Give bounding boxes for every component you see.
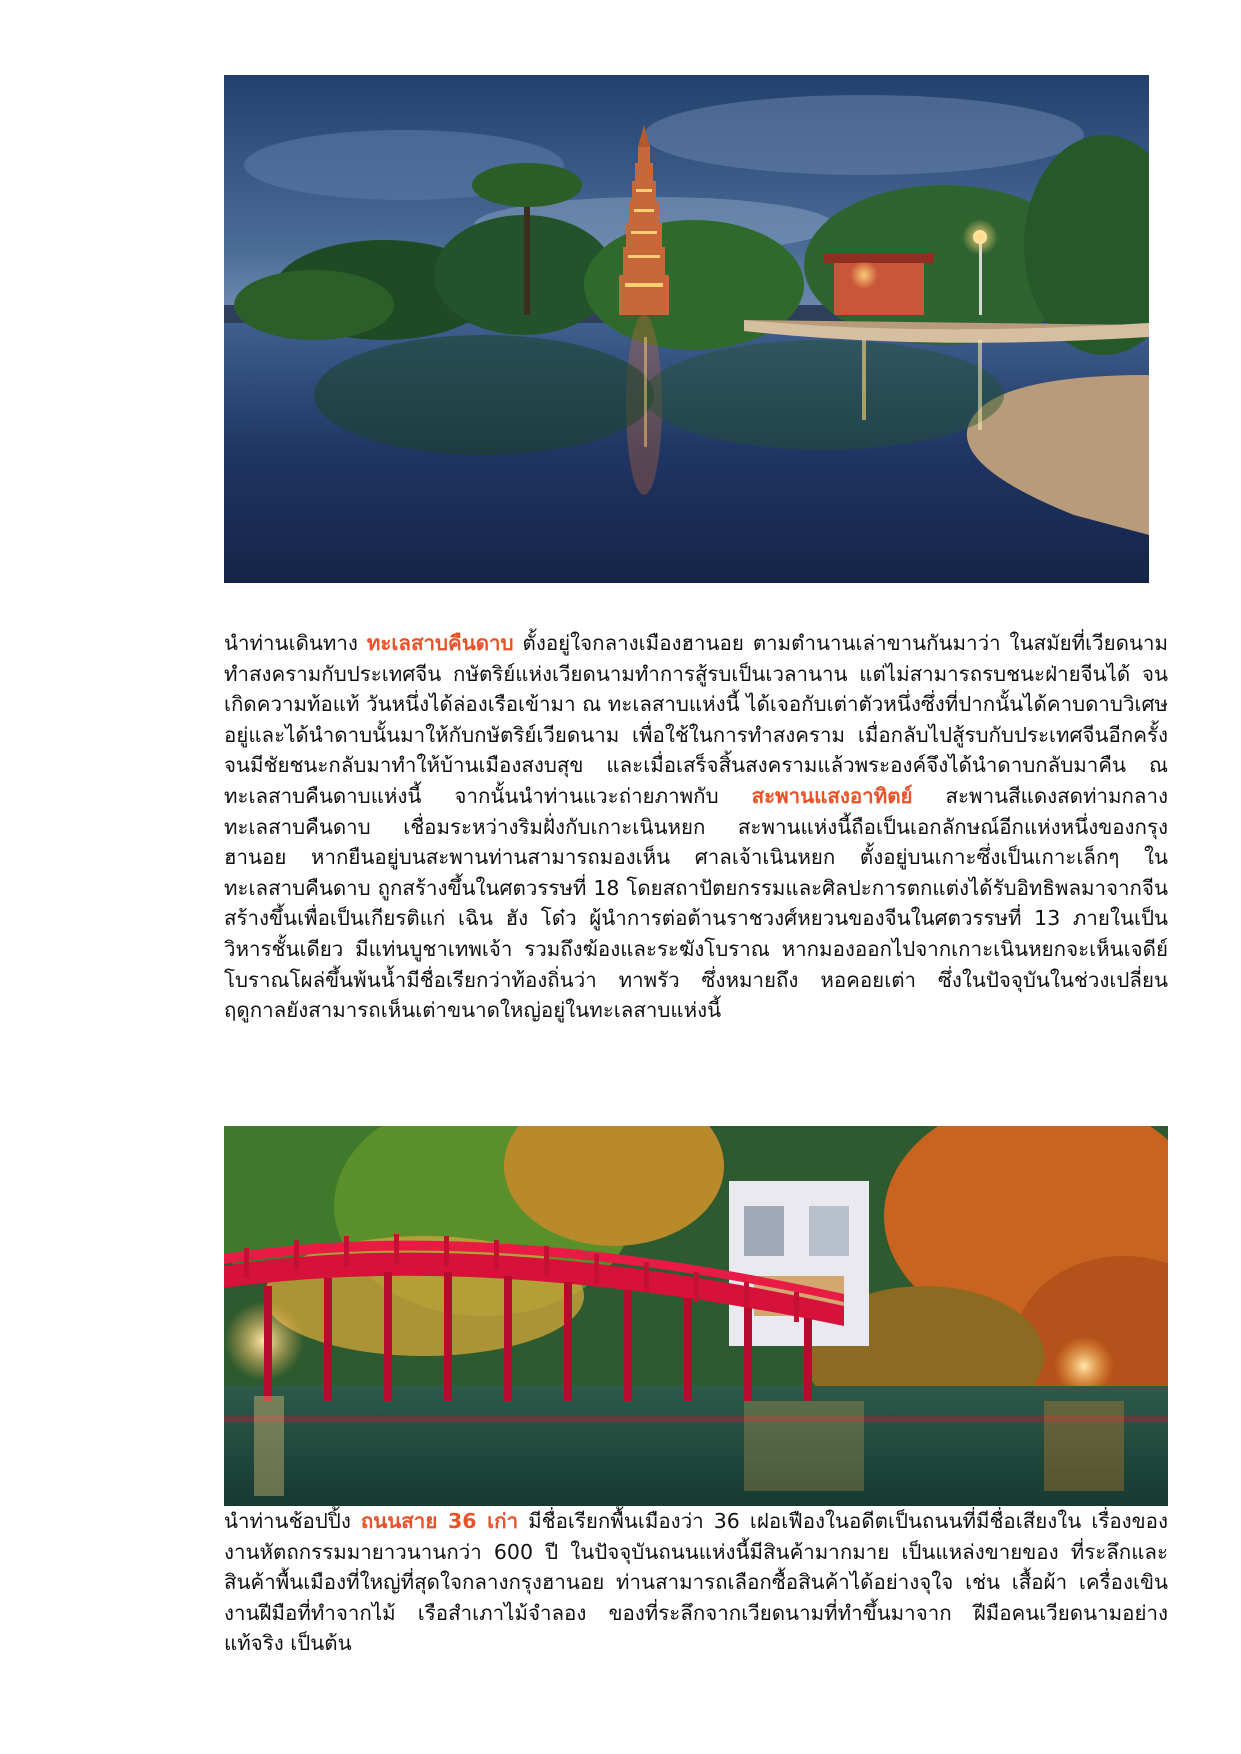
paragraph-intro: นำท่านเดินทาง <box>224 631 367 655</box>
paragraph-body: มีชื่อเรียกพื้นเมืองว่า 36 เฝอเฟืองในอดีตเป็นถนนที่มีชื่อเสียงใน เรื่องของงานหัตถกรรมมายาวนานกว่า 600 ปี ในปัจจุบันถนนแห่งนี้มีสินค้ามากมาย เป็นแหล่งขายของ ที่ระลึกและสินค้าพื้นเมืองที่ใหญ่ที่สุดใจกลางกรุงฮานอย ท่านสามารถเลือกซื้อสินค้าได้อย่างจุใจ เช่น เสื้อผ้า เครื่องเขิน งานฝีมือที่ทำจากไม้ เรือสำเภาไม้จำลอง ของที่ระลึกจากเวียดนามที่ทำขึ้นมาจาก ฝีมือคนเวียดนามอย่างแท้จริง เป็นต้น <box>224 1509 1168 1656</box>
paragraph-intro: นำท่านช้อปปิ้ง <box>224 1509 361 1533</box>
hoan-kiem-lake-paragraph <box>224 628 1168 1026</box>
the-huc-bridge-highlight: สะพานแสงอาทิตย์ <box>751 783 913 808</box>
old-quarter-paragraph <box>224 1506 1168 1659</box>
hoan-kiem-lake-highlight: ทะเลสาบคืนดาบ <box>366 631 514 655</box>
the-huc-bridge-photo <box>224 1126 1168 1506</box>
paragraph-body: สะพานสีแดงสดท่ามกลางทะเลสาบคืนดาบ เชื่อมระหว่างริมฝั่งกับเกาะเนินหยก สะพานแห่งนี้ถือเป็นเอกลักษณ์อีกแห่งหนึ่งของกรุงฮานอย หากยืนอยู่บนสะพานท่านสามารถมองเห็น ศาลเจ้าเนินหยก ตั้งอยู่บนเกาะซึ่งเป็นเกาะเล็กๆ ในทะเลสาบคืนดาบ ถูกสร้างขึ้นในศตวรรษที่ 18 โดยสถาปัตยกรรมและศิลปะการตกแต่งได้รับอิทธิพลมาจากจีน สร้างขึ้นเพื่อเป็นเกียรติแก่ เฉิน ฮัง โด๋ว ผู้นำการต่อต้านราชวงศ์หยวนของจีนในศตวรรษที่ 13 ภายในเป็นวิหารชั้นเดียว มีแท่นบูชาเทพเจ้า รวมถึงฆ้องและระฆังโบราณ หากมองออกไปจากเกาะเนินหยกจะเห็นเจดีย์โบราณโผล่ขึ้นพ้นน้ำมีชื่อเรียกว่าท้องถิ่นว่า ทาพรัว ซึ่งหมายถึง หอคอยเต่า ซึ่งในปัจจุบันในช่วงเปลี่ยนฤดูกาลยังสามารถเห็นเต่าขนาดใหญ่อยู่ในทะเลสาบแห่งนี้ <box>224 783 1168 1023</box>
paragraph-body: ตั้งอยู่ใจกลางเมืองฮานอย ตามตำนานเล่าขานกันมาว่า ในสมัยที่เวียดนามทำสงครามกับประเทศจีน กษัตริย์แห่งเวียดนามทำการสู้รบเป็นเวลานาน แต่ไม่สามารถรบชนะฝ่ายจีนได้ จนเกิดความท้อแท้ วันหนึ่งได้ล่องเรือเข้ามา ณ ทะเลสาบแห่งนี้ ได้เจอกับเต่าตัวหนึ่งซึ่งที่ปากนั้นได้คาบดาบวิเศษอยู่และได้นำดาบนั้นมาให้กับกษัตริย์เวียดนาม เพื่อใช้ในการทำสงคราม เมื่อกลับไปสู้รบกับประเทศจีนอีกครั้ง จนมีชัยชนะกลับมาทำให้บ้านเมืองสงบสุข และเมื่อเสร็จสิ้นสงครามแล้วพระองค์จึงได้นำดาบกลับมาคืน ณ ทะเลสาบคืนดาบแห่งนี้ จากนั้นนำท่านแวะถ่ายภาพกับ <box>224 631 1168 808</box>
tran-quoc-pagoda-photo <box>224 75 1149 583</box>
old-quarter-highlight: ถนนสาย 36 เก่า <box>360 1509 519 1533</box>
